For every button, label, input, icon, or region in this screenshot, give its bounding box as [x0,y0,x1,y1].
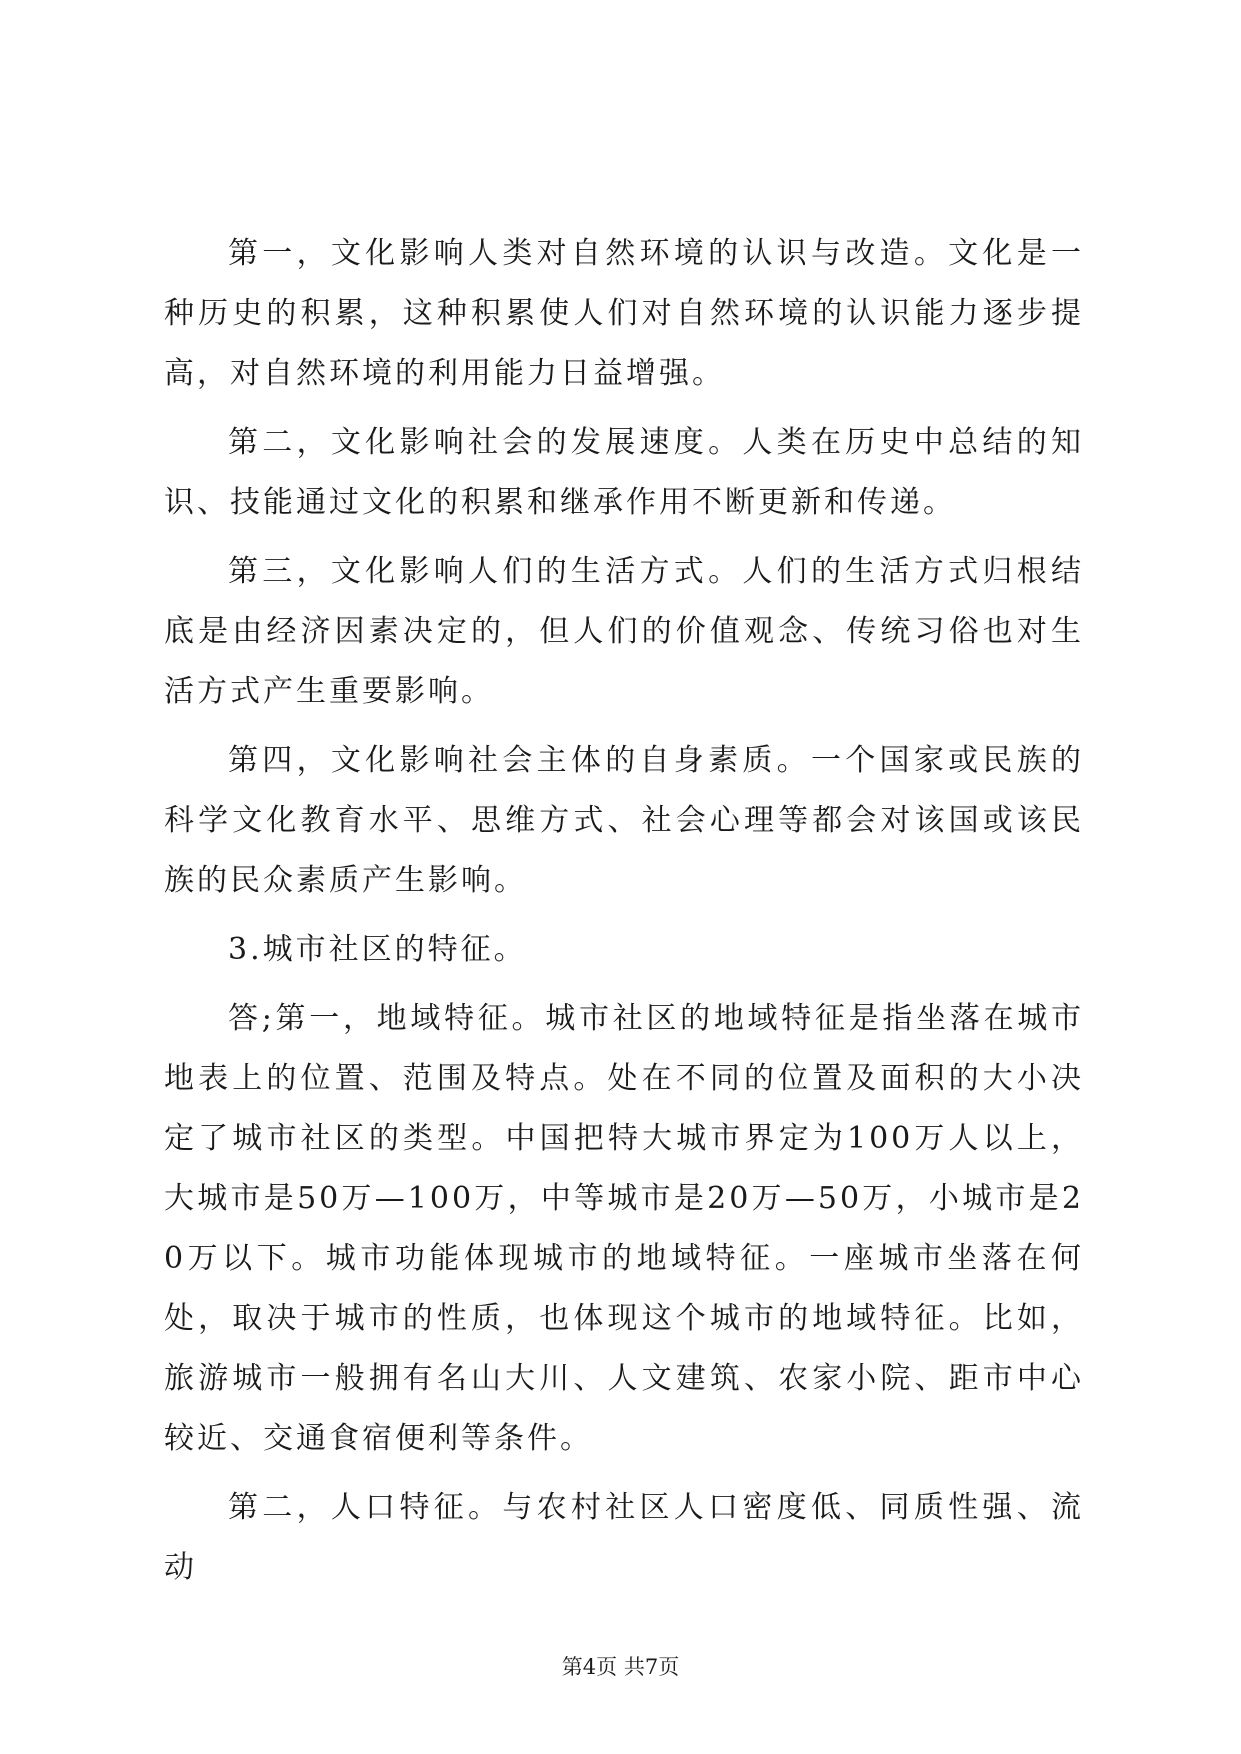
paragraph-culture-nature: 第一，文化影响人类对自然环境的认识与改造。文化是一种历史的积累，这种积累使人们对自然环境的认识能力逐步提高，对自然环境的利用能力日益增强。 [164,236,1084,391]
paragraph-culture-lifestyle: 第三，文化影响人们的生活方式。人们的生活方式归根结底是由经济因素决定的，但人们的价值观念、传统习俗也对生活方式产生重要影响。 [164,554,1084,709]
page-number-footer: 第4页 共7页 [561,1655,680,1679]
section-heading-urban-community: 3.城市社区的特征。 [228,932,527,967]
paragraph-population-features: 第二，人口特征。与农村社区人口密度低、同质性强、流动 [164,1490,1084,1585]
paragraph-culture-development: 第二，文化影响社会的发展速度。人类在历史中总结的知识、技能通过文化的积累和继承作用不断更新和传递。 [164,425,1084,520]
paragraph-regional-features: 答;第一，地域特征。城市社区的地域特征是指坐落在城市地表上的位置、范围及特点。处在不同的位置及面积的大小决定了城市社区的类型。中国把特大城市界定为100万人以上，大城市是50万—100万，中等城市是20万—50万，小城市是20万以下。城市功能体现城市的地域特征。一座城市坐落在何处，取决于城市的性质，也体现这个城市的地域特征。比如，旅游城市一般拥有名山大川、人文建筑、农家小院、距市中心较近、交通食宿便利等条件。 [164,1001,1084,1456]
paragraph-culture-quality: 第四，文化影响社会主体的自身素质。一个国家或民族的科学文化教育水平、思维方式、社会心理等都会对该国或该民族的民众素质产生影响。 [164,743,1084,898]
document-body [164,224,1084,1607]
